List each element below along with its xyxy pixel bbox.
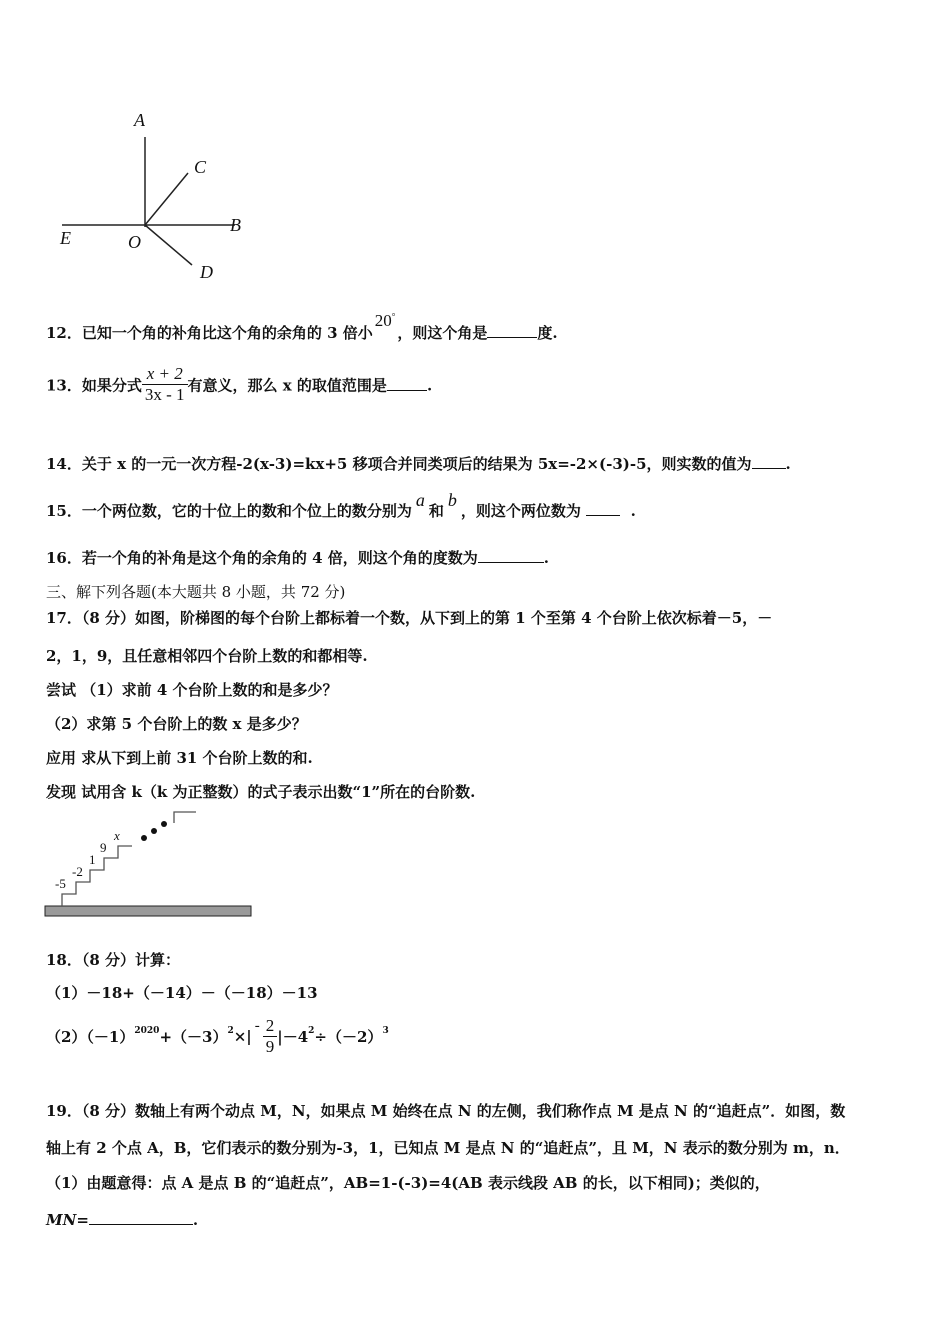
q17-line6: 发现 试用含 k（k 为正整数）的式子表示出数“1”所在的台阶数. (46, 783, 476, 801)
step-label-2: -2 (72, 864, 83, 879)
section-3-title: 三、解下列各题(本大题共 8 小题，共 72 分) (46, 583, 346, 601)
q12-degree: ° (391, 311, 396, 322)
question-15 (46, 490, 636, 521)
q13-answer-blank[interactable] (387, 376, 427, 391)
q16-answer-blank[interactable] (478, 548, 544, 563)
ray-oc (145, 173, 188, 225)
q19-line1: 19．（8 分）数轴上有两个动点 M，N，如果点 M 始终在点 N 的左侧，我们称作点 M 是点 N 的“追赶点”．如图，数 (46, 1102, 846, 1120)
q13-numerator: x + 2 (146, 364, 183, 383)
label-o: O (128, 232, 141, 252)
q12-text3: 度. (537, 324, 558, 342)
q14-answer-blank[interactable] (752, 454, 786, 469)
q15-var-a: a (415, 490, 425, 510)
q13-fraction (142, 364, 188, 405)
stairs-top-steps (174, 812, 196, 823)
q18-p2-fraction (263, 1016, 278, 1057)
q19-mn-label: MN= (46, 1211, 89, 1229)
question-16 (46, 547, 549, 568)
q18-part2 (46, 1016, 389, 1057)
q18-p2-mid4: ÷（－2） (314, 1028, 383, 1046)
label-a: A (134, 110, 145, 130)
q16-text: 16．若一个角的补角是这个角的余角的 4 倍，则这个角的度数为 (46, 549, 478, 567)
q18-p2-den: 9 (263, 1036, 278, 1057)
q12-value: 20 (374, 311, 392, 330)
q17-line4: （2）求第 5 个台阶上的数 x 是多少？ (46, 715, 307, 733)
q19-answer-blank[interactable] (89, 1210, 193, 1225)
q12-text2: ，则这个角是 (397, 324, 488, 342)
question-13 (46, 364, 433, 405)
step-label-5: x (114, 828, 120, 843)
q13-suffix: 有意义，那么 x 的取值范围是 (187, 376, 387, 395)
q19-line4 (46, 1210, 198, 1229)
angle-figure (50, 105, 270, 295)
q14-text: 14．关于 x 的一元一次方程-2(x-3)=kx+5 移项合并同类项后的结果为 5x=-2×(-3)-5，则实数的值为 (46, 455, 752, 473)
stairs-figure (44, 806, 256, 918)
q18-p2-neg: - (254, 1018, 260, 1034)
q12-answer-blank[interactable] (487, 323, 537, 338)
q18-p2-start: （2）（－1） (46, 1028, 135, 1046)
q18-title: 18．（8 分）计算： (46, 951, 181, 969)
q19-line3: （1）由题意得：点 A 是点 B 的“追赶点”，AB=1-(-3)=4(AB 表示线段 AB 的长，以下相同)；类似的， (46, 1174, 770, 1192)
q17-line5: 应用 求从下到上前 31 个台阶上数的和. (46, 749, 313, 767)
q13-denominator: 3x - 1 (142, 384, 188, 405)
q18-p2-exp3: 2 (308, 1025, 315, 1036)
label-c: C (194, 157, 207, 177)
q18-part1: （1）－18+（－14）－（－18）－13 (46, 984, 318, 1002)
q13-end: . (426, 376, 433, 395)
step-label-3: 1 (89, 852, 96, 867)
q18-p2-num: 2 (265, 1016, 275, 1035)
q19-end: . (192, 1211, 199, 1229)
q15-end: . (630, 502, 636, 520)
q17-line3: 尝试 （1）求前 4 个台阶上数的和是多少？ (46, 681, 338, 699)
q19-line2: 轴上有 2 个点 A，B，它们表示的数分别为-3，1，已知点 M 是点 N 的“追赶点”，且 M，N 表示的数分别为 m，n． (46, 1139, 850, 1157)
ellipsis-dot (161, 821, 167, 827)
q17-line2: 2，1，9，且任意相邻四个台阶上数的和都相等. (46, 647, 368, 665)
q17-line1: 17．（8 分）如图，阶梯图的每个台阶上都标着一个数，从下到上的第 1 个至第 4 个台阶上依次标着－5，－ (46, 609, 773, 627)
q18-p2-mid3: |－4 (277, 1028, 309, 1046)
q18-p2-mid1: +（－3） (159, 1028, 228, 1046)
q13-prefix: 13．如果分式 (46, 376, 142, 395)
q18-p2-exp1: 2020 (134, 1025, 160, 1036)
q16-end: . (543, 549, 549, 567)
q14-end: . (785, 455, 791, 473)
q12-text1: 12．已知一个角的补角比这个角的余角的 3 倍小 (46, 324, 373, 342)
q18-p2-exp2: 2 (227, 1025, 234, 1036)
q18-p2-mid2: ×| (233, 1027, 252, 1046)
q15-text1: 15．一个两位数，它的十位上的数和个位上的数分别为 (46, 502, 412, 520)
ray-od (145, 225, 192, 265)
q12-angle-value (373, 311, 398, 330)
ellipsis-dot (151, 828, 157, 834)
step-label-4: 9 (100, 840, 107, 855)
label-d: D (200, 262, 213, 282)
q15-text2: ，则这个两位数为 (460, 502, 581, 520)
q15-var-b: b (447, 490, 457, 510)
q15-answer-blank[interactable] (586, 501, 620, 516)
question-14 (46, 453, 791, 474)
question-12 (46, 311, 558, 343)
label-b: B (230, 215, 241, 235)
ellipsis-dot (141, 835, 147, 841)
step-label-1: -5 (55, 876, 66, 891)
q18-p2-exp4: 3 (382, 1025, 389, 1036)
q15-and: 和 (428, 502, 444, 520)
stairs-ground (45, 906, 251, 916)
label-e: E (60, 228, 71, 248)
